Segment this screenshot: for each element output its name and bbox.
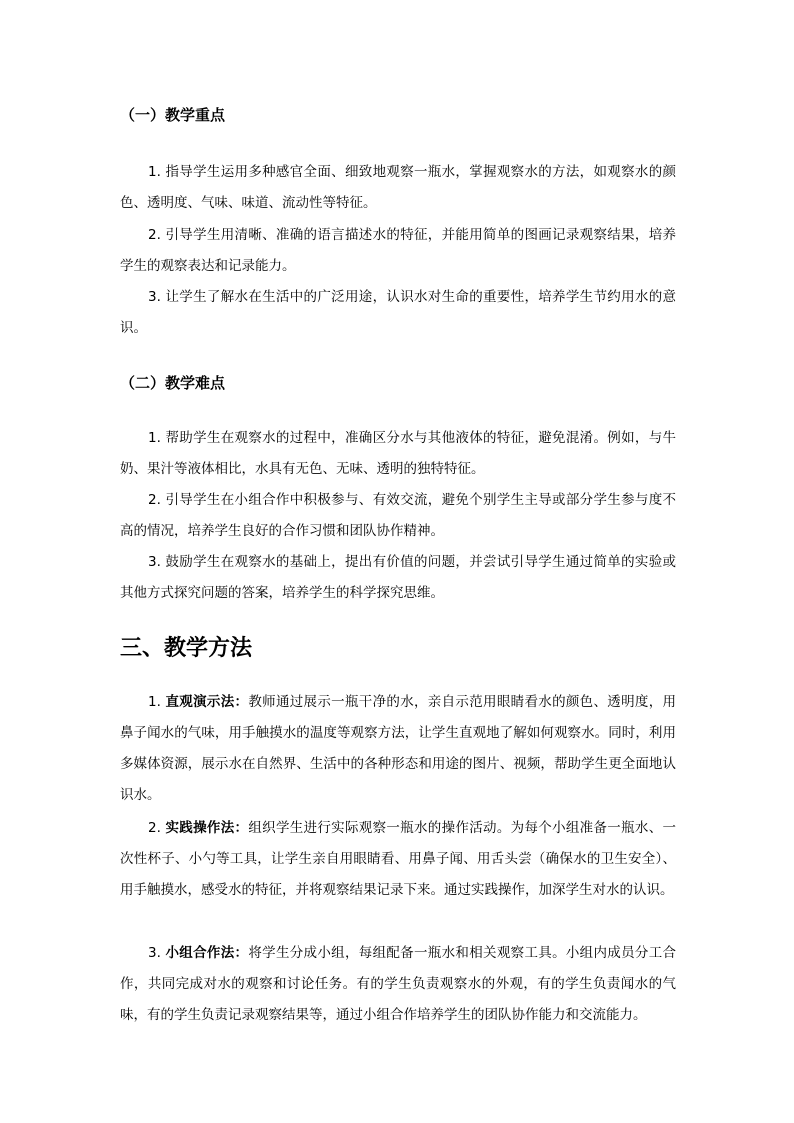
methods-item-1-text: 教师通过展示一瓶干净的水，亲自示范用眼睛看水的颜色、透明度，用鼻子闻水的气味，用手触摸水的温度等观察方法，让学生直观地了解如何观察水。同时，利用多媒体资源，展示水在自然界、生活中的各种形态和用途的图片、视频，帮助学生更全面地认识水。 xyxy=(120,694,677,803)
difficulty-item-1-text: 帮助学生在观察水的过程中，准确区分水与其他液体的特征，避免混淆。例如，与牛奶、果汁等液体相比，水具有无色、无味、透明的独特特征。 xyxy=(120,430,677,477)
focus-heading: （一）教学重点 xyxy=(120,106,226,124)
methods-item-3-text: 将学生分成小组，每组配备一瓶水和相关观察工具。小组内成员分工合作，共同完成对水的观察和讨论任务。有的学生负责观察水的外观，有的学生负责闻水的气味，有的学生负责记录观察结果等，通过小组合作培养学生的团队协作能力和交流能力。 xyxy=(120,945,677,1023)
difficulty-item-2-text: 引导学生在小组合作中积极参与、有效交流，避免个别学生主导或部分学生参与度不高的情况，培养学生良好的合作习惯和团队协作精神。 xyxy=(120,492,677,539)
difficulty-item-2-num: 2. xyxy=(148,492,166,508)
focus-item-1 xyxy=(120,157,676,219)
methods-item-1 xyxy=(120,687,676,811)
focus-item-3-text: 让学生了解水在生活中的广泛用途，认识水对生命的重要性，培养学生节约用水的意识。 xyxy=(120,289,677,336)
methods-item-2-lead: 实践操作法： xyxy=(165,820,249,836)
methods-item-3-lead: 小组合作法： xyxy=(165,945,249,961)
difficulty-item-3-num: 3. xyxy=(148,554,166,570)
methods-item-3-num: 3. xyxy=(148,945,166,961)
methods-item-2-text: 组织学生进行实际观察一瓶水的操作活动。为每个小组准备一瓶水、一次性杯子、小勺等工具，让学生亲自用眼睛看、用鼻子闻、用舌头尝（确保水的卫生安全）、用手触摸水，感受水的特征，并将观察结果记录下来。通过实践操作，加深学生对水的认识。 xyxy=(120,820,677,898)
focus-item-2 xyxy=(120,220,676,282)
focus-item-2-text: 引导学生用清晰、准确的语言描述水的特征，并能用简单的图画记录观察结果，培养学生的观察表达和记录能力。 xyxy=(120,227,677,274)
methods-item-1-num: 1. xyxy=(148,694,166,710)
difficulty-item-1 xyxy=(120,423,676,485)
methods-item-3 xyxy=(120,938,676,1031)
methods-heading: 三、教学方法 xyxy=(120,636,253,661)
focus-item-1-text: 指导学生运用多种感官全面、细致地观察一瓶水，掌握观察水的方法，如观察水的颜色、透明度、气味、味道、流动性等特征。 xyxy=(120,164,677,211)
methods-item-1-lead: 直观演示法： xyxy=(165,694,249,710)
focus-item-3-num: 3. xyxy=(148,289,166,305)
focus-item-2-num: 2. xyxy=(148,227,166,243)
focus-item-3 xyxy=(120,282,676,344)
difficulty-item-2 xyxy=(120,485,676,547)
methods-item-2 xyxy=(120,813,676,906)
difficulty-item-1-num: 1. xyxy=(148,430,166,446)
focus-item-1-num: 1. xyxy=(148,164,166,180)
methods-item-2-num: 2. xyxy=(148,820,166,836)
difficulty-item-3 xyxy=(120,547,676,609)
difficulty-heading: （二）教学难点 xyxy=(120,374,226,392)
difficulty-item-3-text: 鼓励学生在观察水的基础上，提出有价值的问题，并尝试引导学生通过简单的实验或其他方式探究问题的答案，培养学生的科学探究思维。 xyxy=(120,554,677,601)
